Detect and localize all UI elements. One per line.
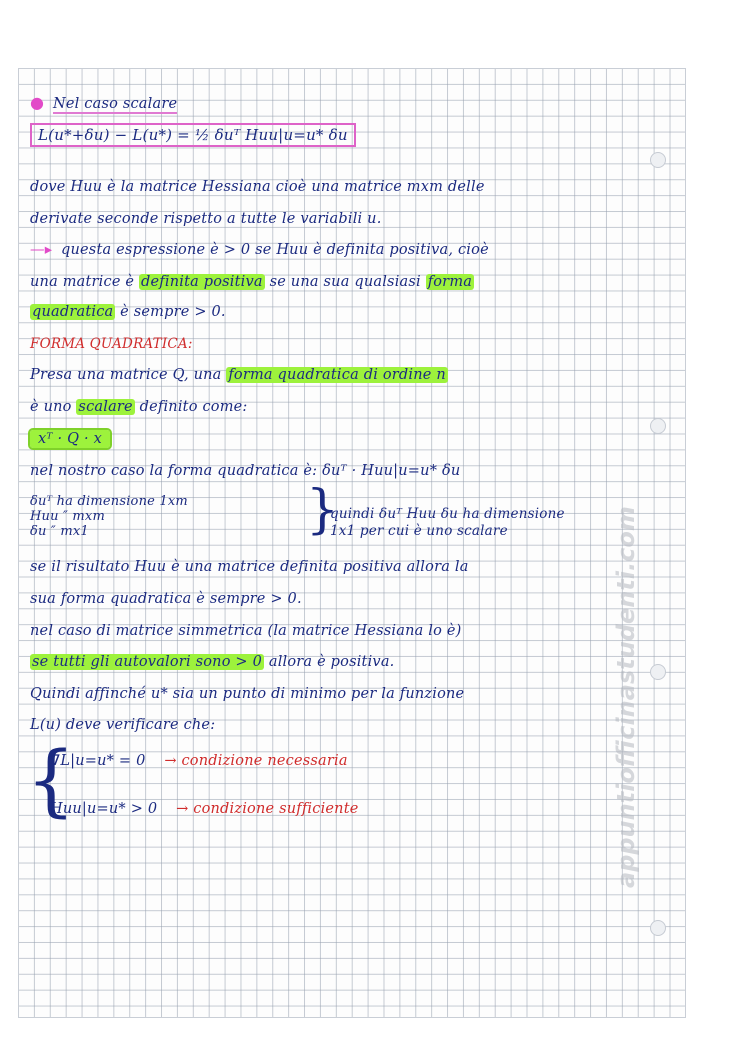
text-line-18: Quindi affinché u* sia un punto di minimo per la funzione	[30, 686, 465, 702]
text-line-6	[30, 273, 474, 291]
text-line-4: derivate seconde rispetto a tutte le variabili u.	[30, 211, 382, 227]
text-line-19: L(u) deve verificare che:	[30, 717, 216, 733]
condition-2	[50, 800, 359, 818]
taylor-equation: L(u*+δu) − L(u*) = ½ δuᵀ Huu|u=u* δu	[30, 123, 356, 147]
pink-bullet-icon: ●	[30, 93, 45, 112]
text-line-17	[30, 653, 394, 671]
dimension-conclusion-2: 1x1 per cui è uno scalare	[330, 523, 508, 539]
binder-hole-4	[650, 920, 666, 936]
text-line-10	[30, 398, 248, 416]
binder-hole-1	[650, 152, 666, 168]
right-brace: }	[306, 480, 340, 540]
dimension-row-2: Huu ″ mxm	[30, 509, 105, 524]
condition-2-label: → condizione sufficiente	[176, 801, 359, 817]
highlight-forma: forma	[427, 274, 473, 290]
highlight-definita-positiva: definita positiva	[141, 274, 263, 290]
condition-2-formula: Huu|u=u* > 0	[50, 801, 158, 817]
text-line-16: nel caso di matrice simmetrica (la matrice Hessiana lo è)	[30, 623, 462, 639]
text-line-7b: è sempre > 0.	[120, 304, 226, 320]
highlight-scalare: scalare	[78, 399, 133, 415]
text-line-9	[30, 366, 448, 384]
dimensions-left	[30, 494, 188, 539]
equation-line	[30, 126, 356, 144]
text-line-14: se il risultato Huu è una matrice definita positiva allora la	[30, 559, 469, 575]
highlight-forma-quadratica-ordine: forma quadratica di ordine n	[228, 367, 446, 383]
binder-hole-2	[650, 418, 666, 434]
text-line-3: dove Huu è la matrice Hessiana cioè una matrice mxm delle	[30, 179, 485, 195]
highlight-quadratic-form: xᵀ · Q · x	[30, 430, 110, 448]
quadratic-form-line	[30, 430, 110, 448]
heading-text: Nel caso scalare	[52, 96, 178, 112]
left-brace-conditions: {	[26, 736, 76, 826]
dimension-row-1: δuᵀ ha dimensione 1xm	[30, 494, 188, 509]
text-line-10c: definito come:	[139, 399, 248, 415]
dimensions-right	[330, 506, 565, 540]
text-line-12: nel nostro caso la forma quadratica è: δuᵀ · Huu|u=u* δu	[30, 463, 461, 479]
text-line-17b: allora è positiva.	[268, 654, 395, 670]
text-line-5	[30, 241, 489, 259]
text-line-15: sua forma quadratica è sempre > 0.	[30, 591, 302, 607]
dimension-row-3: δu ″ mx1	[30, 524, 89, 539]
text-line-5-body: questa espressione è > 0 se Huu è definita positiva, cioè	[61, 242, 489, 258]
binder-hole-3	[650, 664, 666, 680]
text-line-9a: Presa una matrice Q, una	[30, 367, 222, 383]
text-line-10a: è uno	[30, 399, 72, 415]
text-line-7	[30, 303, 226, 321]
highlight-autovalori: se tutti gli autovalori sono > 0	[32, 654, 263, 670]
condition-1	[50, 752, 348, 770]
dimension-conclusion-1: quindi δuᵀ Huu δu ha dimensione	[330, 506, 565, 522]
pink-arrow-icon: —▸	[30, 242, 53, 258]
condition-1-label: → condizione necessaria	[164, 753, 348, 769]
condition-1-formula: ∇L|u=u* = 0	[50, 753, 146, 769]
watermark: appuntiofficinastudenti.com	[612, 506, 640, 888]
highlight-quadratica: quadratica	[32, 304, 114, 320]
section-title-forma-quadratica: FORMA QUADRATICA:	[30, 336, 193, 352]
text-line-6c: se una sua qualsiasi	[269, 274, 421, 290]
text-line-6a: una matrice è	[30, 274, 135, 290]
heading-line	[30, 94, 177, 113]
